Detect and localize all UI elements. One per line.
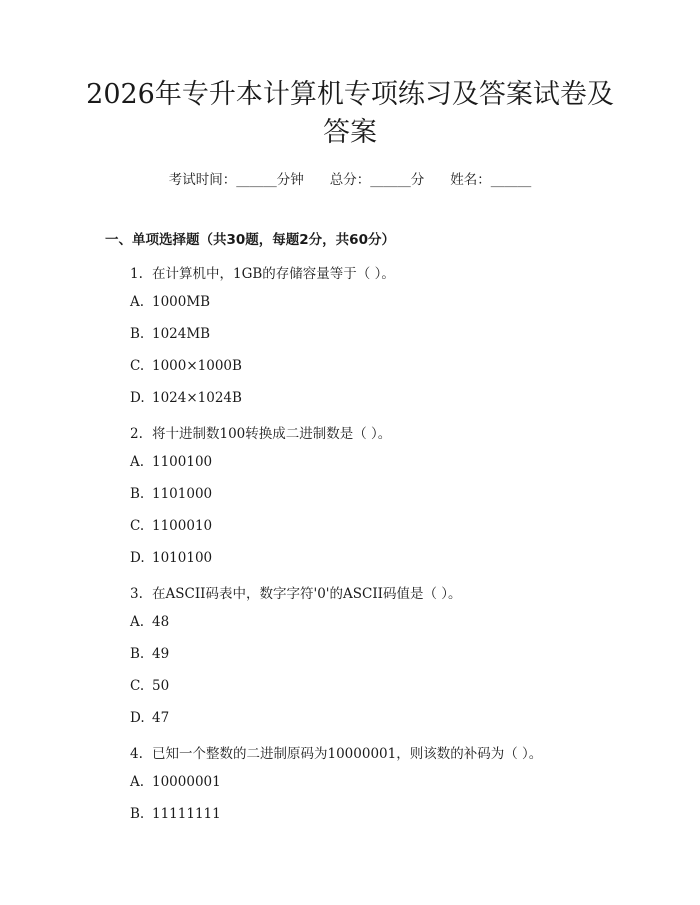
exam-title-line-2: 答案 — [323, 117, 377, 148]
option-text: 47 — [152, 710, 170, 726]
option-letter: A. — [130, 614, 145, 630]
option-text: 50 — [152, 678, 170, 694]
option-letter: B. — [130, 646, 145, 662]
option-text: 49 — [152, 646, 170, 662]
exam-score-label: 总分：______分 — [329, 172, 425, 188]
question-3-option-b — [130, 646, 169, 662]
option-text: 48 — [152, 614, 170, 630]
question-text: 在计算机中，1GB的存储容量等于（ ）。 — [152, 266, 395, 282]
question-3-option-a — [130, 614, 169, 630]
option-text: 1000×1000B — [152, 358, 242, 374]
option-text: 11111111 — [152, 806, 221, 822]
question-number: 2. — [130, 426, 143, 442]
option-letter: C. — [130, 518, 145, 534]
question-number: 1. — [130, 266, 143, 282]
question-number: 3. — [130, 586, 143, 602]
question-3 — [130, 582, 462, 602]
question-text: 将十进制数100转换成二进制数是（ ）。 — [152, 426, 392, 442]
question-1-option-b — [130, 326, 210, 342]
option-text: 10000001 — [152, 774, 221, 790]
section-heading: 一、单项选择题（共30题，每题2分，共60分） — [105, 232, 395, 248]
question-1-option-a — [130, 294, 210, 310]
option-letter: A. — [130, 454, 145, 470]
exam-time-label: 考试时间：______分钟 — [168, 172, 304, 188]
option-text: 1024×1024B — [152, 390, 242, 406]
exam-title — [60, 76, 640, 152]
exam-meta — [0, 168, 700, 188]
question-4 — [130, 742, 542, 762]
option-text: 1010100 — [152, 550, 213, 566]
question-2-option-c — [130, 518, 212, 534]
question-number: 4. — [130, 746, 143, 762]
exam-title-line-1: 2026年专升本计算机专项练习及答案试卷及 — [86, 79, 614, 110]
option-text: 1000MB — [152, 294, 211, 310]
question-3-option-c — [130, 678, 169, 694]
question-2-option-b — [130, 486, 212, 502]
option-text: 1100100 — [152, 454, 213, 470]
option-letter: C. — [130, 678, 145, 694]
question-4-option-a — [130, 774, 221, 790]
option-letter: B. — [130, 486, 145, 502]
option-text: 1024MB — [152, 326, 211, 342]
option-letter: A. — [130, 774, 145, 790]
option-letter: D. — [130, 550, 145, 566]
option-letter: B. — [130, 326, 145, 342]
question-2 — [130, 422, 391, 442]
option-letter: C. — [130, 358, 145, 374]
option-letter: D. — [130, 710, 145, 726]
question-3-option-d — [130, 710, 169, 726]
exam-name-label: 姓名：______ — [450, 172, 532, 188]
question-text: 在ASCII码表中，数字字符'0'的ASCII码值是（ ）。 — [152, 586, 462, 602]
question-2-option-d — [130, 550, 212, 566]
question-1-option-d — [130, 390, 242, 406]
option-letter: B. — [130, 806, 145, 822]
option-letter: D. — [130, 390, 145, 406]
option-text: 1100010 — [152, 518, 213, 534]
option-letter: A. — [130, 294, 145, 310]
question-4-option-b — [130, 806, 221, 822]
question-2-option-a — [130, 454, 212, 470]
question-1-option-c — [130, 358, 242, 374]
option-text: 1101000 — [152, 486, 213, 502]
question-text: 已知一个整数的二进制原码为10000001，则该数的补码为（ ）。 — [152, 746, 543, 762]
question-1 — [130, 262, 395, 282]
